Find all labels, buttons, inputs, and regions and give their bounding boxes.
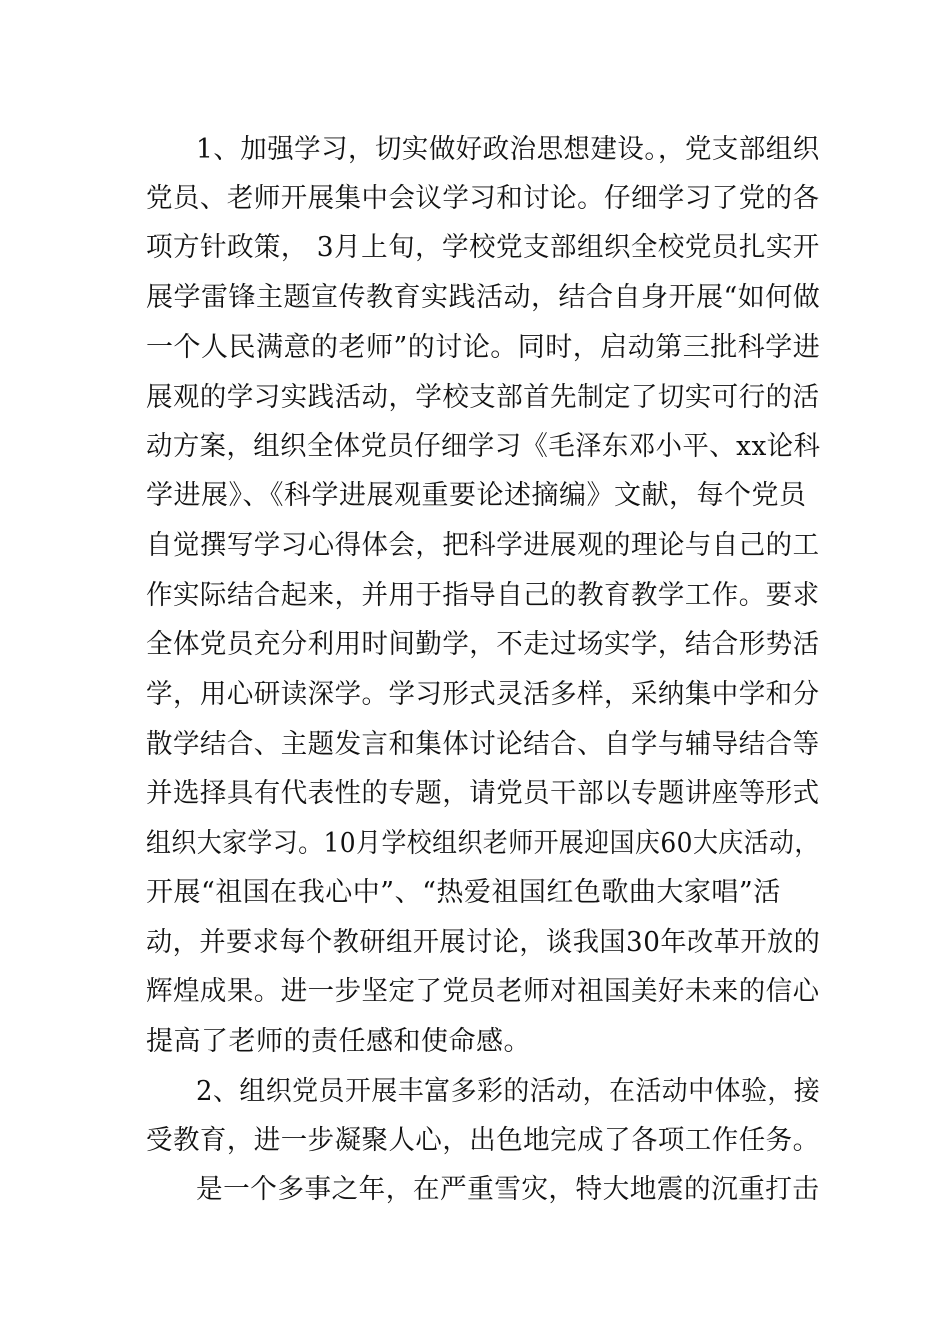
paragraph-1-line-14: 并选择具有代表性的专题，请党员干部以专题讲座等形式 <box>146 778 820 809</box>
paragraph-1-line-6: 展观的学习实践活动，学校支部首先制定了切实可行的活 <box>146 382 820 413</box>
paragraph-1-line-16: 开展“祖国在我心中”、“热爱祖国红色歌曲大家唱”活 <box>146 877 781 908</box>
paragraph-1-line-12: 学，用心研读深学。学习形式灵活多样，采纳集中学和分 <box>146 679 820 710</box>
paragraph-1-line-18: 辉煌成果。进一步坚定了党员老师对祖国美好未来的信心 <box>146 976 820 1007</box>
paragraph-1-line-1: 1、加强学习，切实做好政治思想建设。，党支部组织 <box>196 134 820 165</box>
paragraph-1-line-11: 全体党员充分利用时间勤学，不走过场实学，结合形势活 <box>146 629 820 660</box>
paragraph-1-line-2: 党员、老师开展集中会议学习和讨论。仔细学习了党的各 <box>146 183 820 214</box>
paragraph-1-line-15: 组织大家学习。10月学校组织老师开展迎国庆60大庆活动， <box>146 828 820 859</box>
paragraph-1-line-10: 作实际结合起来，并用于指导自己的教育教学工作。要求 <box>146 580 820 611</box>
paragraph-3-line-1: 是一个多事之年，在严重雪灾，特大地震的沉重打击 <box>196 1174 820 1205</box>
paragraph-2-line-2: 受教育，进一步凝聚人心，出色地完成了各项工作任务。 <box>146 1125 820 1156</box>
paragraph-1-line-8: 学进展》、《科学进展观重要论述摘编》文献，每个党员 <box>146 480 807 511</box>
paragraph-1-line-7: 动方案，组织全体党员仔细学习《毛泽东邓小平、xx论科 <box>146 431 821 462</box>
paragraph-1-line-13: 散学结合、主题发言和集体讨论结合、自学与辅导结合等 <box>146 729 820 760</box>
paragraph-1-line-3: 项方针政策， 3月上旬，学校党支部组织全校党员扎实开 <box>146 232 820 263</box>
paragraph-1-line-4: 展学雷锋主题宣传教育实践活动，结合自身开展“如何做 <box>146 282 821 313</box>
paragraph-1-line-19: 提高了老师的责任感和使命感。 <box>146 1026 531 1057</box>
paragraph-2-line-1: 2、组织党员开展丰富多彩的活动，在活动中体验，接 <box>196 1076 821 1107</box>
paragraph-1-line-5: 一个人民满意的老师”的讨论。同时，启动第三批科学进 <box>146 332 821 363</box>
paragraph-1-line-17: 动，并要求每个教研组开展讨论，谈我国30年改革开放的 <box>146 927 821 958</box>
paragraph-1-line-9: 自觉撰写学习心得体会，把科学进展观的理论与自己的工 <box>146 530 820 561</box>
